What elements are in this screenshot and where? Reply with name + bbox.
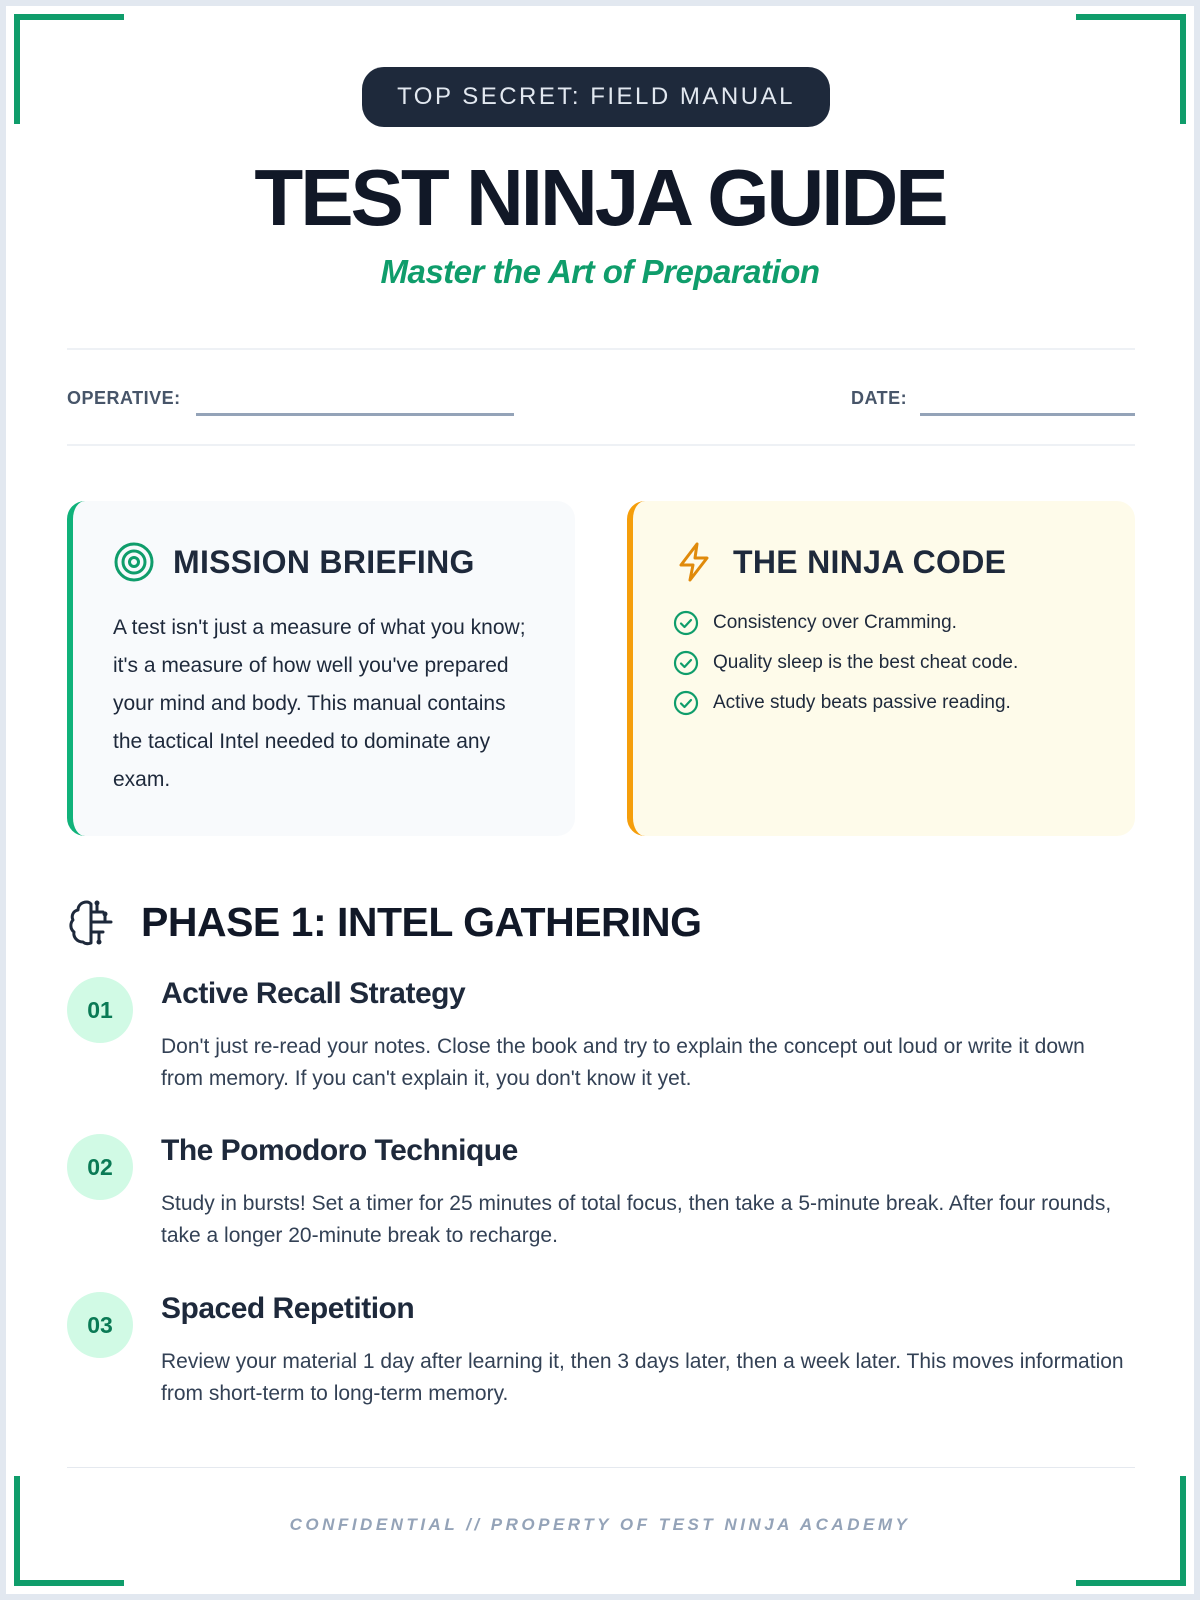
check-circle-icon xyxy=(673,610,699,636)
corner-bracket-top-right xyxy=(1076,14,1186,124)
corner-bracket-top-left xyxy=(14,14,124,124)
brain-icon xyxy=(67,896,119,948)
ninja-code-item-text: Active study beats passive reading. xyxy=(713,692,1011,713)
ninja-code-list xyxy=(673,603,1018,723)
mission-briefing-text: A test isn't just a measure of what you know; it's a measure of how well you've prepared your mind and body. This manual contains the tactical Intel needed to dominate any exam. xyxy=(113,616,526,791)
mission-briefing-header xyxy=(113,541,475,583)
check-circle-icon xyxy=(673,650,699,676)
ninja-code-item-text: Quality sleep is the best cheat code. xyxy=(713,652,1019,673)
ninja-code-card xyxy=(627,501,1135,836)
check-circle-icon xyxy=(673,690,699,716)
divider-footer xyxy=(67,1467,1135,1468)
confidential-footer: CONFIDENTIAL // PROPERTY OF TEST NINJA ACADEMY xyxy=(289,1515,911,1534)
divider-fields xyxy=(67,444,1135,446)
date-input-line[interactable] xyxy=(920,413,1135,416)
top-secret-badge: TOP SECRET: FIELD MANUAL xyxy=(362,67,830,127)
step-description: Don't just re-read your notes. Close the book and try to explain the concept out loud or write it down from memory. If you can't explain it, you don't know it yet. xyxy=(161,1035,1085,1090)
step-description: Study in bursts! Set a timer for 25 minutes of total focus, then take a 5-minute break. After four rounds, take a longer 20-minute break to recharge. xyxy=(161,1192,1112,1247)
step-number-badge: 02 xyxy=(67,1134,133,1200)
step-description: Review your material 1 day after learning it, then 3 days later, then a week later. This moves information from short-term to long-term memory. xyxy=(161,1350,1124,1405)
ninja-code-item-text: Consistency over Cramming. xyxy=(713,612,957,633)
step-number-badge: 03 xyxy=(67,1292,133,1358)
page-title: TEST NINJA GUIDE xyxy=(254,153,946,242)
operative-input-line[interactable] xyxy=(196,413,514,416)
operative-label: OPERATIVE: xyxy=(67,388,181,408)
divider-top xyxy=(67,348,1135,350)
mission-briefing-title: MISSION BRIEFING xyxy=(173,543,475,580)
step-number-badge: 01 xyxy=(67,977,133,1043)
ninja-code-item xyxy=(673,643,1018,683)
field-manual-page xyxy=(6,6,1194,1594)
mission-briefing-card xyxy=(67,501,575,836)
date-label: DATE: xyxy=(851,388,908,408)
ninja-code-item xyxy=(673,683,1018,723)
ninja-code-title: THE NINJA CODE xyxy=(733,543,1007,580)
ninja-code-header xyxy=(673,541,1006,583)
step-title: The Pomodoro Technique xyxy=(161,1134,518,1167)
step-title: Spaced Repetition xyxy=(161,1292,415,1325)
phase-1-header xyxy=(67,896,702,948)
ninja-code-item xyxy=(673,603,1018,643)
target-icon xyxy=(113,541,155,583)
step-title: Active Recall Strategy xyxy=(161,977,466,1010)
page-subtitle: Master the Art of Preparation xyxy=(380,253,820,290)
lightning-icon xyxy=(673,541,715,583)
phase-1-title: PHASE 1: INTEL GATHERING xyxy=(141,898,702,945)
